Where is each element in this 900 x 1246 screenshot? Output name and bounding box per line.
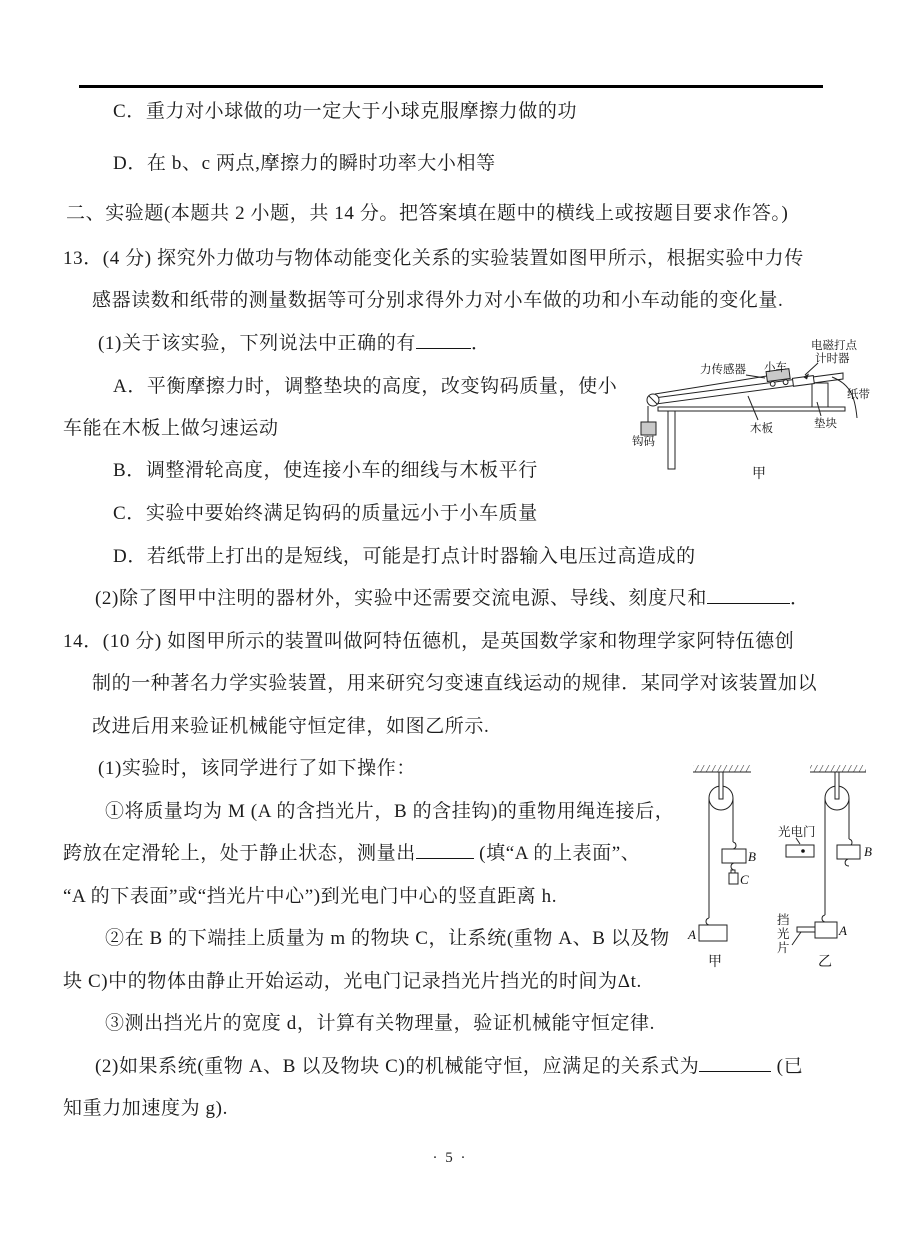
q13-part1-line <box>98 331 491 357</box>
q13-option-b: B．调整滑轮高度，使连接小车的细线与木板平行 <box>113 460 538 481</box>
block-B <box>837 845 860 859</box>
q14-part2-line1 <box>95 1054 803 1080</box>
q14-part2-answer-blank <box>699 1069 771 1072</box>
q14-intro-line3: 改进后用来验证机械能守恒定律，如图乙所示. <box>92 716 490 737</box>
pulley-support <box>835 772 839 799</box>
q13-part1-period: ． <box>470 333 491 354</box>
block-A <box>699 925 727 941</box>
q13-option-a-line1: A．平衡摩擦力时，调整垫块的高度，改变钩码质量，使小 <box>113 376 618 397</box>
q14-step1-line1: ①将质量均为 M (A 的含挡光片，B 的含挂钩)的重物用绳连接后， <box>105 801 675 822</box>
q13-apparatus-figure <box>628 332 893 482</box>
q14-step1-fill-hint: (填“A 的上表面”、 <box>473 843 641 864</box>
block-A <box>815 922 837 938</box>
q14-intro-line1: 14．(10 分) 如图甲所示的装置叫做阿特伍德机，是英国数学家和物理学家阿特伍德创 <box>63 631 795 652</box>
q13-part2-answer-blank <box>707 601 790 604</box>
hook <box>733 842 736 849</box>
label-C: C <box>740 872 749 887</box>
page-number: · 5 · <box>432 1150 468 1166</box>
q13-part2-period: ． <box>789 588 810 609</box>
blocker-label-char3: 片 <box>777 941 790 955</box>
pad-label: 垫块 <box>814 418 837 430</box>
q13-option-c: C．实验中要始终满足钩码的质量远小于小车质量 <box>113 503 538 524</box>
hook <box>845 859 849 866</box>
photogate-label: 光电门 <box>778 825 816 839</box>
q13-option-d: D．若纸带上打出的是短线，可能是打点计时器输入电压过高造成的 <box>113 546 696 567</box>
board-label: 木板 <box>750 423 773 435</box>
pulley-support <box>719 772 723 799</box>
cart-label: 小车 <box>764 362 787 374</box>
timer-label-1: 电磁打点 <box>811 340 857 352</box>
blocker-label-char2: 光 <box>777 927 790 941</box>
figure-caption-jia: 甲 <box>708 955 722 970</box>
section2-heading: 二、实验题(本题共 2 小题，共 14 分。把答案填在题中的横线上或按题目要求作答。) <box>66 203 789 224</box>
q14-step1-line2 <box>63 841 640 867</box>
force-sensor-label: 力传感器 <box>700 364 746 376</box>
q13-part1-answer-blank <box>416 346 471 349</box>
q14-step3: ③测出挡光片的宽度 d，计算有关物理量，验证机械能守恒定律. <box>105 1013 656 1034</box>
table-top <box>658 407 845 411</box>
q13-part2-line <box>95 586 810 612</box>
weight-C <box>729 873 738 884</box>
q13-part2-text: (2)除了图甲中注明的器材外，实验中还需要交流电源、导线、刻度尺和 <box>95 588 707 609</box>
q14-step1-line3: “A 的下表面”或“挡光片中心”)到光电门中心的竖直距离 h. <box>63 886 558 907</box>
blocker-leader <box>792 932 801 945</box>
light-blocker <box>797 927 815 932</box>
header-rule <box>79 85 823 88</box>
q13-intro-line2: 感器读数和纸带的测量数据等可分别求得外力对小车做的功和小车动能的变化量. <box>92 290 784 311</box>
label-B: B <box>864 844 872 859</box>
q14-part1-title: (1)实验时，该同学进行了如下操作： <box>98 758 416 779</box>
label-A: A <box>839 923 847 938</box>
table-leg <box>668 411 675 469</box>
q12-option-c: C．重力对小球做的功一定大于小球克服摩擦力做的功 <box>113 101 578 122</box>
atwood-left <box>687 765 756 970</box>
weights-label: 钩码 <box>632 436 655 448</box>
q14-part2-cont: (已 <box>771 1056 804 1077</box>
block-B <box>722 849 746 863</box>
pad-block <box>812 383 828 407</box>
figure-caption-jia: 甲 <box>752 467 766 482</box>
q14-atwood-figure <box>668 758 893 973</box>
label-B: B <box>748 849 756 864</box>
q12-option-d: D．在 b、c 两点,摩擦力的瞬时功率大小相等 <box>113 153 496 174</box>
q14-intro-line2: 制的一种著名力学实验装置，用来研究匀变速直线运动的规律．某同学对该装置加以 <box>92 673 818 694</box>
q14-part2-text: (2)如果系统(重物 A、B 以及物块 C)的机械能守恒，应满足的关系式为 <box>95 1056 700 1077</box>
q14-step2-line1: ②在 B 的下端挂上质量为 m 的物块 C，让系统(重物 A、B 以及物 <box>105 928 670 949</box>
photogate <box>786 845 814 857</box>
label-A: A <box>688 927 696 942</box>
q13-intro-line1: 13．(4 分) 探究外力做功与物体动能变化关系的实验装置如图甲所示，根据实验中力传 <box>63 248 804 269</box>
hook <box>706 918 709 925</box>
q14-step1-answer-blank <box>416 856 474 859</box>
q13-option-a-line2: 车能在木板上做匀速运动 <box>63 418 279 439</box>
hook-weight <box>641 422 656 435</box>
q14-step2-line2: 块 C)中的物体由静止开始运动，光电门记录挡光片挡光的时间为Δt. <box>63 971 642 992</box>
hook <box>822 915 825 922</box>
ceiling-hatch <box>810 765 866 772</box>
timer-label-2: 计时器 <box>815 353 850 365</box>
tape-label: 纸带 <box>847 389 870 401</box>
q14-part2-line2: 知重力加速度为 g). <box>63 1098 228 1119</box>
q13-part1-text: (1)关于该实验，下列说法中正确的有 <box>98 333 416 354</box>
ceiling-hatch <box>693 765 751 772</box>
photogate-dot <box>801 849 805 853</box>
q14-step1-text: 跨放在定滑轮上，处于静止状态，测量出 <box>63 843 416 864</box>
hook <box>731 863 734 870</box>
blocker-label-char1: 挡 <box>777 913 790 927</box>
atwood-right <box>777 765 872 970</box>
figure-caption-yi: 乙 <box>818 955 832 970</box>
